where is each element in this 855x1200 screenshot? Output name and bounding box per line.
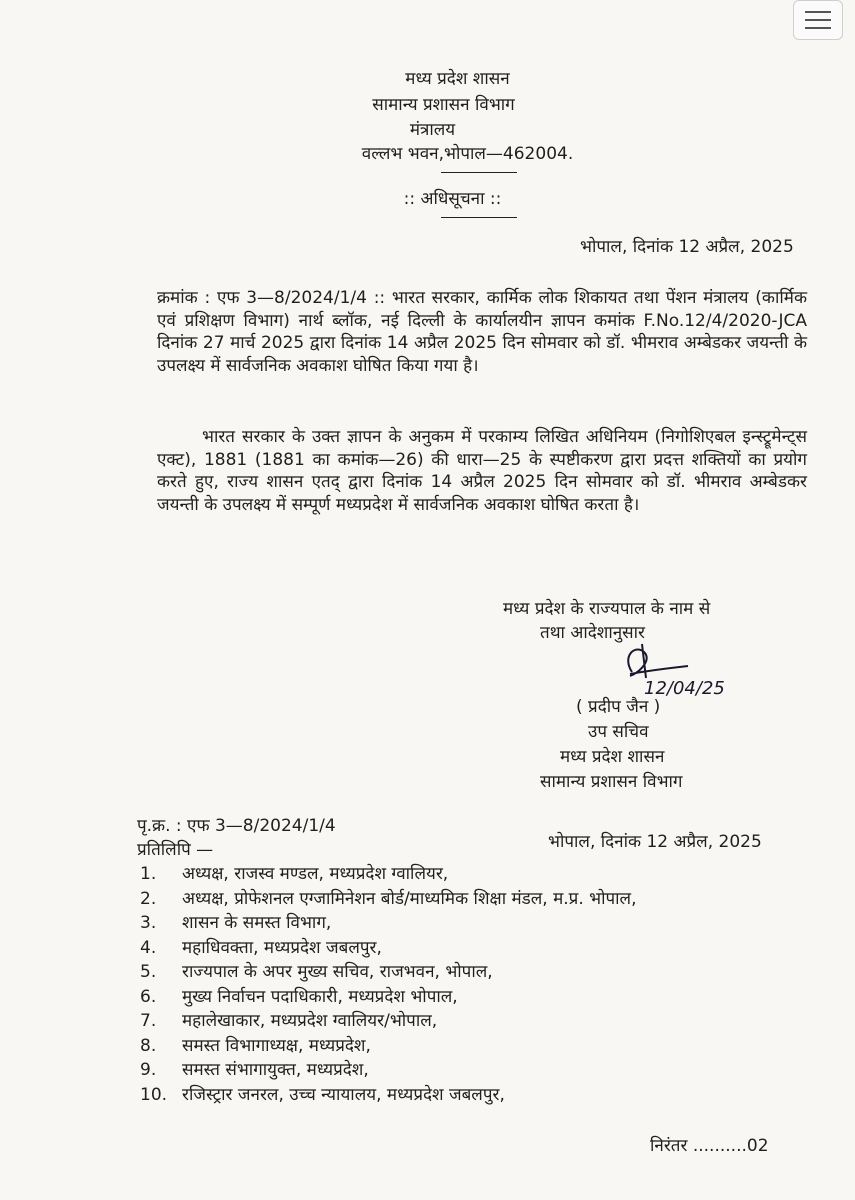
list-item: 3. शासन के समस्त विभाग, [140,913,332,933]
list-item: 6. मुख्य निर्वाचन पदाधिकारी, मध्यप्रदेश भोपाल, [140,986,458,1007]
copy-recipient-list [140,862,636,1107]
divider [441,217,517,218]
paragraph-2: भारत सरकार के उक्त ज्ञापन के अनुकम में परकाम्य लिखित अधिनियम (निगोशिएबल इन्स्ट्रूमेन्ट्स एक्ट), 1881 (1881 का कमांक—26) की धारा—25 के स्पष्टीकरण द्वारा प्रदत्त शक्तियों का प्रयोग करते हुए, राज्य शासन एतद् द्वारा दिनांक 14 अप्रैल 2025 दिन सोमवार को डॉ. भीमराव अम्बेडकर जयन्ती के उपलक्ष्य में सम्पूर्ण मध्यप्रदेश में सार्वजनिक अवकाश घोषित करता है। [157,427,807,515]
continuation-marker: निरंतर ..........02 [650,1136,769,1156]
signature-date: 12/04/25 [644,678,725,699]
list-item: 4. महाधिवक्ता, मध्यप्रदेश जबलपुर, [140,937,382,958]
authority-line-1: मध्य प्रदेश के राज्यपाल के नाम से [503,599,711,619]
signatory-designation: उप सचिव [588,722,649,742]
signatory-office-1: मध्य प्रदेश शासन [560,747,665,767]
list-item: 7. महालेखाकार, मध्यप्रदेश ग्वालियर/भोपाल, [140,1011,438,1031]
department-name: सामान्य प्रशासन विभाग [372,95,515,115]
list-item: 1. अध्यक्ष, राजस्व मण्डल, मध्यप्रदेश ग्वालियर, [140,864,449,884]
paragraph-1: क्रमांक : एफ 3—8/2024/1/4 :: भारत सरकार, कार्मिक लोक शिकायत तथा पेंशन मंत्रालय (कार्मिक एवं प्रशिक्षण विभाग) नार्थ ब्लॉक, नई दिल्ली के कार्यालयीन ज्ञापन कमांक F.No.12/4/2020-JCA दिनांक 27 मार्च 2025 द्वारा दिनांक 14 अप्रैल 2025 दिन सोमवार को डॉ. भीमराव अम्बेडकर जयन्ती के उपलक्ष्य में सार्वजनिक अवकाश घोषित किया गया है। [157,288,807,376]
govt-name: मध्य प्रदेश शासन [405,69,510,89]
list-item: 9. समस्त संभागायुक्त, मध्यप्रदेश, [140,1060,369,1080]
copy-label: प्रतिलिपि — [137,840,214,860]
list-item: 8. समस्त विभागाध्यक्ष, मध्यप्रदेश, [140,1035,371,1056]
authority-line-2: तथा आदेशानुसार [540,623,646,643]
address: वल्लभ भवन,भोपाल—462004. [361,144,574,164]
issue-date: भोपाल, दिनांक 12 अप्रैल, 2025 [580,237,794,257]
signatory-office-2: सामान्य प्रशासन विभाग [540,772,683,792]
menu-icon[interactable] [793,0,843,40]
list-item: 5. राज्यपाल के अपर मुख्य सचिव, राजभवन, भोपाल, [140,962,493,982]
endorsement-date: भोपाल, दिनांक 12 अप्रैल, 2025 [548,832,762,852]
signatory-name: ( प्रदीप जैन ) [576,697,661,717]
list-item: 10. रजिस्ट्रार जनरल, उच्च न्यायालय, मध्यप्रदेश जबलपुर, [140,1084,505,1105]
notification-title: :: अधिसूचना :: [403,189,502,209]
endorsement-ref: पृ.क्र. : एफ 3—8/2024/1/4 [137,816,336,836]
list-item: 2. अध्यक्ष, प्रोफेशनल एग्जामिनेशन बोर्ड/माध्यमिक शिक्षा मंडल, म.प्र. भोपाल, [140,888,637,909]
secretariat-name: मंत्रालय [409,120,456,140]
divider [441,172,517,173]
